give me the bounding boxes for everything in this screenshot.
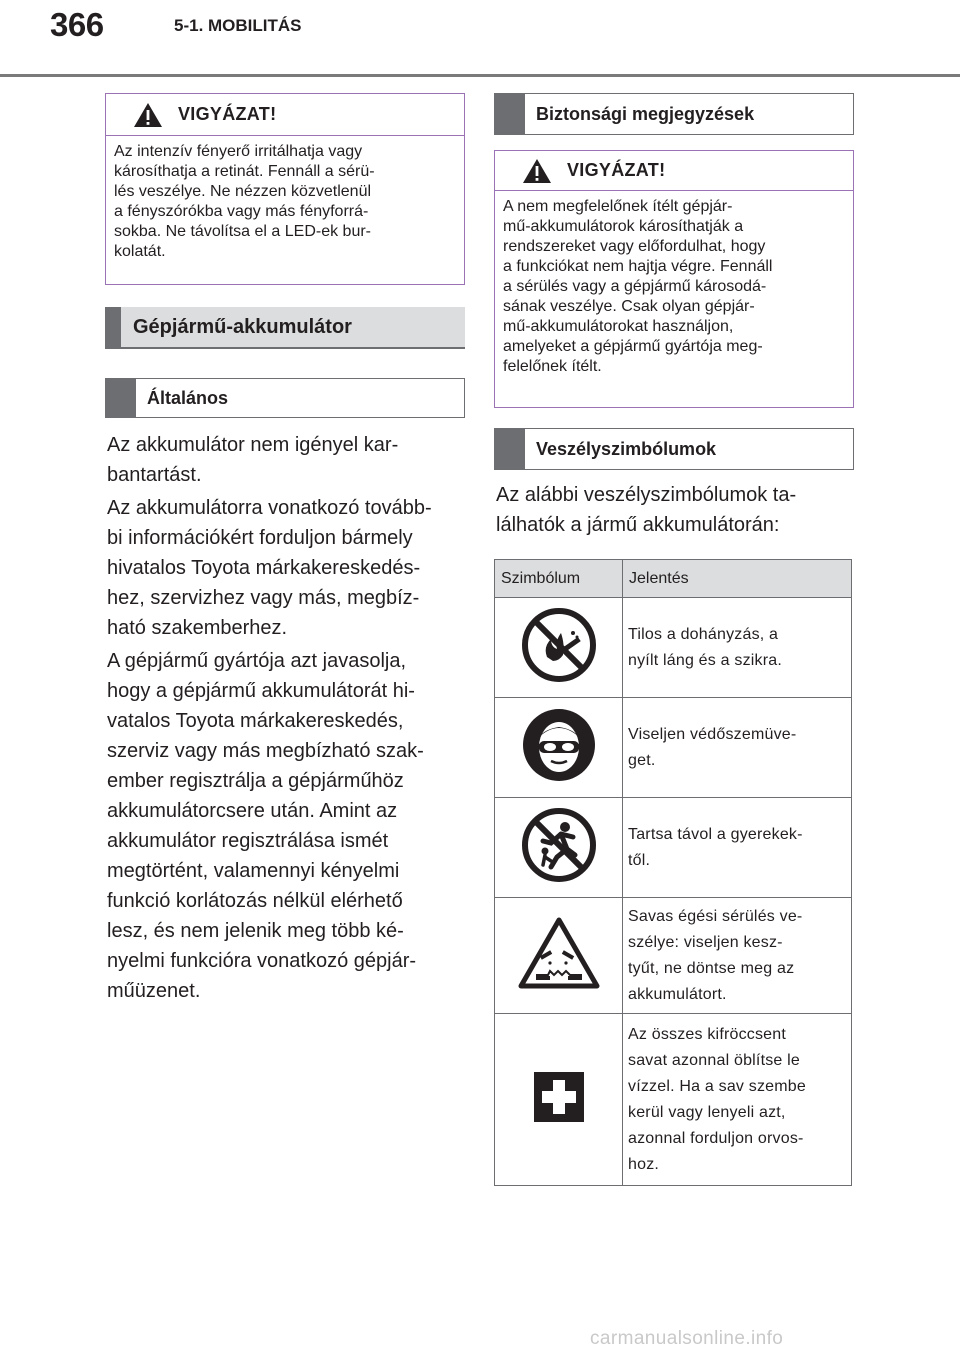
meaning-cell — [623, 798, 852, 898]
meaning-line: azonnal forduljon orvos- — [628, 1129, 804, 1147]
text-line: akkumulátorcsere után. Amint az — [107, 800, 398, 822]
text-line: akkumulátor regisztrálása ismét — [107, 830, 389, 852]
table-row — [495, 898, 852, 1014]
warning-box-battery — [494, 150, 854, 408]
text-line: funkció korlátozás nélkül elérhető — [107, 890, 403, 912]
warning-line: sának veszélye. Csak olyan gépjár- — [503, 298, 755, 315]
symbol-cell — [495, 898, 623, 1014]
warning-line: a sérülés vagy a gépjármű károsodá- — [503, 278, 767, 295]
page-number: 366 — [50, 6, 104, 43]
meaning-line: get. — [628, 751, 656, 769]
watermark: carmanualsonline.info — [590, 1328, 784, 1349]
text-line: Az alábbi veszélyszimbólumok ta- — [496, 484, 797, 506]
meaning-line: től. — [628, 851, 651, 869]
first-aid-icon — [534, 1072, 584, 1122]
warning-line: mű-akkumulátorokat használjon, — [503, 318, 734, 335]
meaning-line: Tartsa távol a gyerekek- — [628, 825, 803, 843]
paragraph-symbols-intro — [494, 480, 854, 540]
heading-hazard-text: Veszélyszimbólumok — [536, 438, 717, 459]
right-column — [494, 93, 854, 1186]
warning-title: VIGYÁZAT! — [178, 104, 277, 124]
symbol-cell — [495, 1014, 623, 1186]
meaning-cell — [623, 1014, 852, 1186]
paragraph-information — [105, 493, 465, 643]
text-line: hivatalos Toyota márkakereskedés- — [107, 557, 421, 579]
warning-title: VIGYÁZAT! — [567, 160, 666, 180]
table-row — [495, 1014, 852, 1186]
meaning-line: nyílt láng és a szikra. — [628, 651, 782, 669]
warning-line: amelyeket a gépjármű gyártója meg- — [503, 338, 763, 355]
text-line: bi információkért forduljon bármely — [107, 527, 413, 549]
warning-text — [495, 191, 853, 387]
text-line: vatalos Toyota márkakereskedés, — [107, 710, 404, 732]
section-title: 5-1. MOBILITÁS — [174, 16, 302, 35]
warning-line: Az intenzív fényerő irritálhatja vagy — [114, 143, 363, 160]
eye-protection-icon — [521, 707, 597, 783]
text-line: ható szakemberhez. — [107, 617, 288, 639]
heading-battery-text: Gépjármű-akkumulátor — [133, 315, 352, 338]
warning-text — [106, 136, 464, 272]
table-header-row — [495, 560, 852, 598]
header-rule — [0, 74, 960, 77]
warning-header — [106, 94, 464, 136]
no-smoking-icon — [521, 607, 597, 683]
warning-line: kolatát. — [114, 243, 166, 260]
left-column — [105, 93, 465, 1006]
meaning-line: Az összes kifröccsent — [628, 1025, 787, 1043]
text-line: nyelmi funkcióra vonatkozó gépjár- — [107, 950, 417, 972]
meaning-line: Viseljen védőszemüve- — [628, 725, 797, 743]
meaning-line: savat azonnal öblítse le — [628, 1051, 801, 1069]
text-line: lesz, és nem jelenik meg több ké- — [107, 920, 404, 942]
warning-triangle-icon — [133, 102, 163, 128]
text-line: műüzenet. — [107, 980, 201, 1002]
table-row — [495, 598, 852, 698]
warning-line: mű-akkumulátorok károsíthatják a — [503, 218, 744, 235]
warning-box-led — [105, 93, 465, 285]
symbol-cell — [495, 698, 623, 798]
meaning-line: vízzel. Ha a sav szembe — [628, 1077, 806, 1095]
keep-children-away-icon — [521, 807, 597, 883]
table-row — [495, 798, 852, 898]
text-line: Az akkumulátorra vonatkozó tovább- — [107, 497, 432, 519]
heading-safety-text: Biztonsági megjegyzések — [536, 103, 755, 124]
heading-safety-notes — [494, 93, 854, 135]
meaning-cell — [623, 898, 852, 1014]
warning-line: lés veszélye. Ne nézzen közvetlenül — [114, 183, 372, 200]
paragraph-maintenance — [105, 430, 465, 490]
column-header-symbol: Szimbólum — [495, 560, 623, 598]
symbol-cell — [495, 598, 623, 698]
meaning-line: szélye: viseljen kesz- — [628, 933, 783, 951]
symbol-cell — [495, 798, 623, 898]
heading-battery — [105, 307, 465, 349]
heading-bar — [105, 307, 121, 347]
meaning-cell — [623, 698, 852, 798]
acid-burn-warning-icon — [518, 917, 600, 989]
hazard-symbols-table — [494, 559, 852, 1186]
warning-line: a fényszórókba vagy más fényforrá- — [114, 203, 369, 220]
text-line: bantartást. — [107, 464, 202, 486]
warning-triangle-icon — [522, 158, 552, 184]
text-line: Az akkumulátor nem igényel kar- — [107, 434, 399, 456]
heading-hazard-symbols — [494, 428, 854, 470]
heading-bar — [495, 94, 525, 134]
text-line: lálhatók a jármű akkumulátorán: — [496, 514, 780, 536]
warning-line: A nem megfelelőnek ítélt gépjár- — [503, 198, 733, 215]
heading-general-text: Általános — [147, 387, 229, 408]
text-line: szerviz vagy más megbízható szak- — [107, 740, 424, 762]
meaning-line: tyűt, ne döntse meg az — [628, 959, 795, 977]
heading-bar — [106, 379, 136, 417]
warning-line: károsíthatja a retinát. Fennáll a sérü- — [114, 163, 375, 180]
meaning-line: kerül vagy lenyeli azt, — [628, 1103, 786, 1121]
text-line: hez, szervizhez vagy más, megbíz- — [107, 587, 420, 609]
heading-bar — [495, 429, 525, 469]
text-line: megtörtént, valamennyi kényelmi — [107, 860, 400, 882]
meaning-line: akkumulátort. — [628, 985, 727, 1003]
table-row — [495, 698, 852, 798]
paragraph-registration — [105, 646, 465, 1006]
text-line: A gépjármű gyártója azt javasolja, — [107, 650, 407, 672]
meaning-line: hoz. — [628, 1155, 660, 1173]
column-header-meaning: Jelentés — [623, 560, 852, 598]
meaning-line: Tilos a dohányzás, a — [628, 625, 779, 643]
text-line: ember regisztrálja a gépjárműhöz — [107, 770, 404, 792]
heading-general — [105, 378, 465, 418]
warning-header — [495, 151, 853, 191]
meaning-line: Savas égési sérülés ve- — [628, 907, 803, 925]
text-line: hogy a gépjármű akkumulátorát hi- — [107, 680, 415, 702]
warning-line: rendszereket vagy előfordulhat, hogy — [503, 238, 766, 255]
meaning-cell — [623, 598, 852, 698]
warning-line: felelőnek ítélt. — [503, 358, 602, 375]
warning-line: sokba. Ne távolítsa el a LED-ek bur- — [114, 223, 372, 240]
warning-line: a funkciókat nem hajtja végre. Fennáll — [503, 258, 773, 275]
